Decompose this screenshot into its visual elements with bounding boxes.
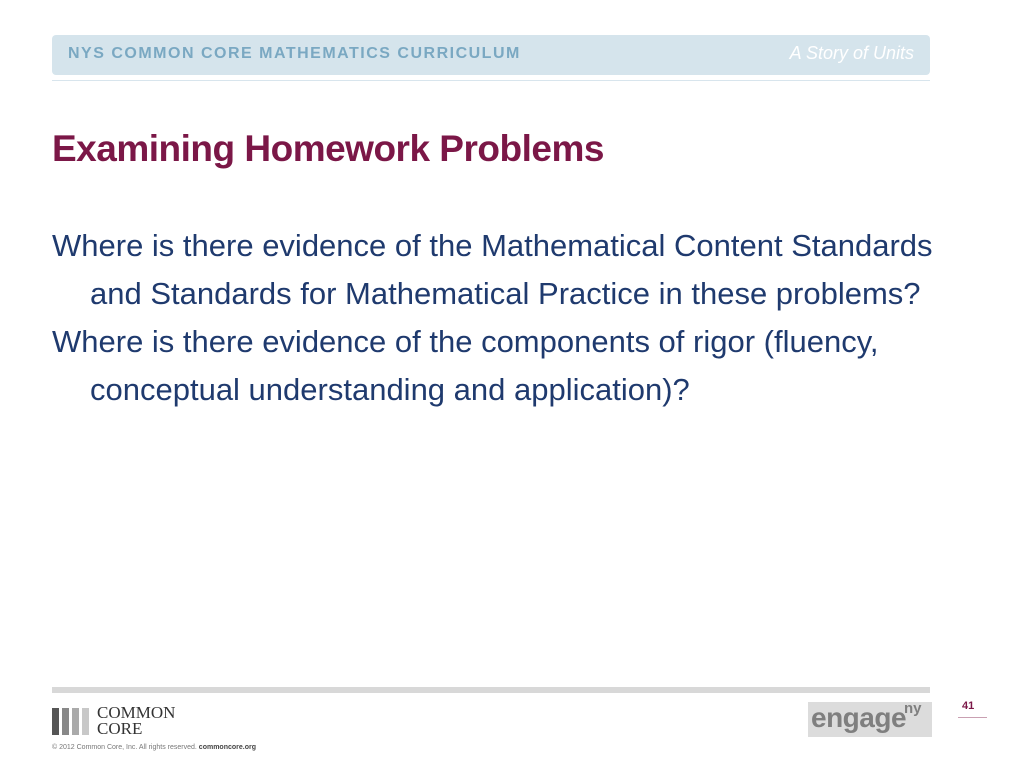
story-label: A Story of Units [789, 43, 914, 63]
curriculum-label: NYS COMMON CORE MATHEMATICS CURRICULUM [68, 45, 521, 62]
logo-bar [62, 708, 69, 735]
logo-line: CORE [97, 719, 143, 738]
logo-text [97, 705, 175, 737]
engage-logo-sup: ny [904, 702, 922, 717]
logo-bar [72, 708, 79, 735]
common-core-logo [52, 705, 175, 737]
header-bar [52, 35, 930, 75]
logo-line: COMMON [97, 703, 176, 722]
engageny-logo [808, 702, 932, 737]
slide-title: Examining Homework Problems [52, 128, 604, 169]
logo-bars-icon [52, 708, 89, 735]
page-number-underline [958, 717, 987, 718]
footer-divider [52, 687, 930, 693]
header-divider [52, 80, 930, 81]
page-number: 41 [962, 700, 975, 712]
copyright-notice [52, 744, 256, 751]
logo-bar [52, 708, 59, 735]
bullet-paragraph: Where is there evidence of the Mathematical Content Standards and Standards for Mathematical Practice in these problems? [52, 228, 933, 311]
logo-bar [82, 708, 89, 735]
engage-logo-text: engage [811, 702, 907, 733]
bullet-paragraph: Where is there evidence of the components of rigor (fluency, conceptual understanding and application)? [52, 324, 879, 407]
copyright-text: © 2012 Common Core, Inc. All rights reserved. [52, 744, 197, 751]
copyright-link[interactable]: commoncore.org [198, 744, 256, 751]
slide-body [52, 222, 972, 414]
